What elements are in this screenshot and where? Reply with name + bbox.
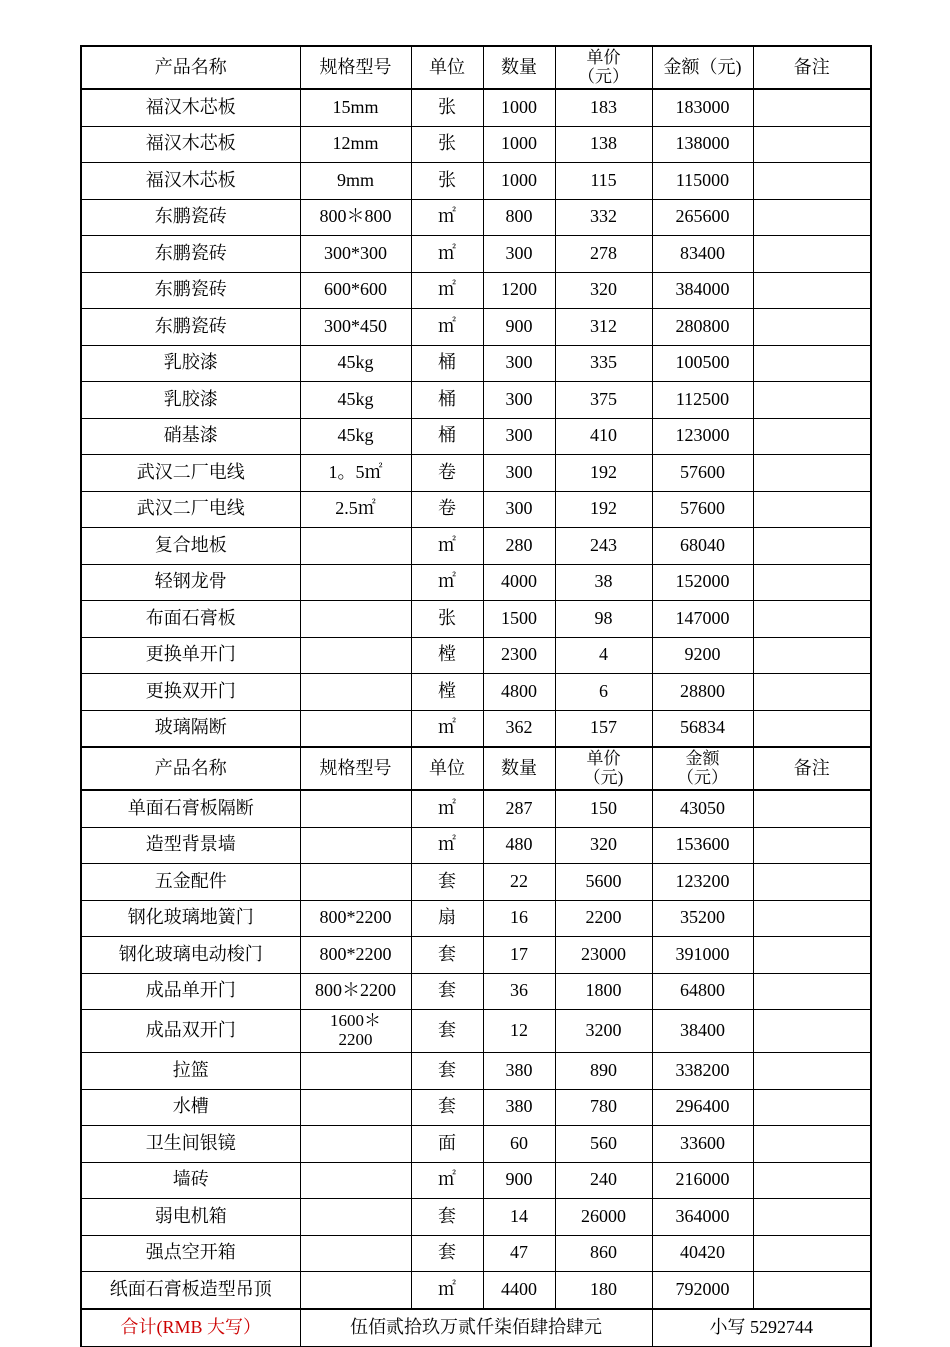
unit-cell: 扇	[411, 900, 483, 937]
table-row	[81, 309, 871, 346]
note-cell	[753, 1053, 871, 1090]
unit-cell: 面	[411, 1126, 483, 1163]
amount-cell: 364000	[652, 1199, 753, 1236]
note-cell	[753, 272, 871, 309]
price-cell: 860	[555, 1235, 652, 1272]
spec-cell	[300, 528, 411, 565]
unit-cell: 张	[411, 89, 483, 126]
qty-cell: 47	[483, 1235, 555, 1272]
product-name-cell: 钢化玻璃地簧门	[81, 900, 300, 937]
amount-cell: 152000	[652, 564, 753, 601]
price-cell: 183	[555, 89, 652, 126]
table-row	[81, 272, 871, 309]
qty-cell: 4400	[483, 1272, 555, 1309]
note-cell	[753, 528, 871, 565]
amount-cell: 147000	[652, 601, 753, 638]
table-row	[81, 864, 871, 901]
qty-cell: 22	[483, 864, 555, 901]
note-cell	[753, 564, 871, 601]
unit-cell: 套	[411, 1089, 483, 1126]
product-name-cell: 墙砖	[81, 1162, 300, 1199]
qty-cell: 1000	[483, 89, 555, 126]
note-cell	[753, 309, 871, 346]
product-name-cell: 武汉二厂电线	[81, 455, 300, 492]
table-row	[81, 900, 871, 937]
qty-cell: 300	[483, 455, 555, 492]
price-cell: 98	[555, 601, 652, 638]
table-row	[81, 1126, 871, 1163]
header-unit: 单位	[411, 46, 483, 89]
note-cell	[753, 491, 871, 528]
unit-cell: 套	[411, 937, 483, 974]
table-row	[81, 1162, 871, 1199]
spec-cell: 2.5㎡	[300, 491, 411, 528]
note-cell	[753, 1272, 871, 1309]
qty-cell: 280	[483, 528, 555, 565]
unit-cell: 张	[411, 601, 483, 638]
unit-cell: 桶	[411, 418, 483, 455]
note-cell	[753, 199, 871, 236]
table-row	[81, 418, 871, 455]
price-cell: 26000	[555, 1199, 652, 1236]
qty-cell: 1000	[483, 126, 555, 163]
amount-cell: 40420	[652, 1235, 753, 1272]
note-cell	[753, 126, 871, 163]
table-row	[81, 382, 871, 419]
spec-cell: 1600＊ 2200	[300, 1010, 411, 1053]
price-cell: 180	[555, 1272, 652, 1309]
price-cell: 1800	[555, 973, 652, 1010]
header-price: 单价 （元）	[555, 46, 652, 89]
note-cell	[753, 1199, 871, 1236]
price-cell: 192	[555, 491, 652, 528]
price-cell: 780	[555, 1089, 652, 1126]
price-cell: 278	[555, 236, 652, 273]
table-row	[81, 601, 871, 638]
qty-cell: 14	[483, 1199, 555, 1236]
product-name-cell: 布面石膏板	[81, 601, 300, 638]
unit-cell: ㎡	[411, 272, 483, 309]
total-label: 合计(RMB 大写）	[81, 1309, 300, 1347]
amount-cell: 384000	[652, 272, 753, 309]
qty-cell: 380	[483, 1053, 555, 1090]
price-cell: 3200	[555, 1010, 652, 1053]
table-row	[81, 637, 871, 674]
header-note: 备注	[753, 46, 871, 89]
amount-cell: 296400	[652, 1089, 753, 1126]
table-row	[81, 455, 871, 492]
amount-cell: 216000	[652, 1162, 753, 1199]
unit-cell: 套	[411, 864, 483, 901]
product-name-cell: 东鹏瓷砖	[81, 309, 300, 346]
total-row	[81, 1309, 871, 1347]
price-cell: 320	[555, 827, 652, 864]
product-name-cell: 更换双开门	[81, 674, 300, 711]
header-qty: 数量	[483, 46, 555, 89]
product-name-cell: 硝基漆	[81, 418, 300, 455]
amount-cell: 265600	[652, 199, 753, 236]
price-cell: 150	[555, 790, 652, 827]
unit-cell: 卷	[411, 455, 483, 492]
spec-cell	[300, 1089, 411, 1126]
price-cell: 240	[555, 1162, 652, 1199]
price-cell: 138	[555, 126, 652, 163]
amount-cell: 280800	[652, 309, 753, 346]
qty-cell: 900	[483, 309, 555, 346]
price-cell: 375	[555, 382, 652, 419]
amount-cell: 338200	[652, 1053, 753, 1090]
qty-cell: 380	[483, 1089, 555, 1126]
note-cell	[753, 864, 871, 901]
spec-cell	[300, 1199, 411, 1236]
note-cell	[753, 1126, 871, 1163]
price-cell: 335	[555, 345, 652, 382]
amount-cell: 183000	[652, 89, 753, 126]
qty-cell: 300	[483, 491, 555, 528]
product-name-cell: 更换单开门	[81, 637, 300, 674]
table-row	[81, 528, 871, 565]
amount-cell: 56834	[652, 710, 753, 747]
amount-cell: 35200	[652, 900, 753, 937]
price-cell: 5600	[555, 864, 652, 901]
table-row	[81, 827, 871, 864]
spec-cell	[300, 674, 411, 711]
unit-cell: ㎡	[411, 528, 483, 565]
product-name-cell: 钢化玻璃电动梭门	[81, 937, 300, 974]
qty-cell: 900	[483, 1162, 555, 1199]
spec-cell	[300, 1126, 411, 1163]
quotation-table	[80, 45, 872, 1347]
qty-cell: 362	[483, 710, 555, 747]
table-row	[81, 1053, 871, 1090]
product-name-cell: 东鹏瓷砖	[81, 199, 300, 236]
amount-cell: 391000	[652, 937, 753, 974]
product-name-cell: 弱电机箱	[81, 1199, 300, 1236]
product-name-cell: 乳胶漆	[81, 382, 300, 419]
unit-cell: 套	[411, 973, 483, 1010]
qty-cell: 300	[483, 418, 555, 455]
qty-cell: 1500	[483, 601, 555, 638]
unit-cell: ㎡	[411, 564, 483, 601]
note-cell	[753, 236, 871, 273]
amount-cell: 64800	[652, 973, 753, 1010]
header-row-2	[81, 747, 871, 790]
table-row	[81, 89, 871, 126]
table-row	[81, 674, 871, 711]
qty-cell: 36	[483, 973, 555, 1010]
note-cell	[753, 790, 871, 827]
table-row	[81, 1089, 871, 1126]
amount-cell: 9200	[652, 637, 753, 674]
price-cell: 38	[555, 564, 652, 601]
header-spec: 规格型号	[300, 46, 411, 89]
unit-cell: 樘	[411, 674, 483, 711]
spec-cell: 45kg	[300, 345, 411, 382]
product-name-cell: 水槽	[81, 1089, 300, 1126]
price-cell: 23000	[555, 937, 652, 974]
unit-cell: 桶	[411, 345, 483, 382]
spec-cell: 9mm	[300, 163, 411, 200]
qty-cell: 800	[483, 199, 555, 236]
note-cell	[753, 827, 871, 864]
amount-cell: 28800	[652, 674, 753, 711]
amount-cell: 112500	[652, 382, 753, 419]
spec-cell	[300, 1053, 411, 1090]
amount-cell: 138000	[652, 126, 753, 163]
table-row	[81, 236, 871, 273]
header-row	[81, 46, 871, 89]
header-product-name: 产品名称	[81, 747, 300, 790]
unit-cell: ㎡	[411, 710, 483, 747]
unit-cell: 套	[411, 1010, 483, 1053]
spec-cell: 45kg	[300, 418, 411, 455]
amount-cell: 68040	[652, 528, 753, 565]
unit-cell: 樘	[411, 637, 483, 674]
note-cell	[753, 418, 871, 455]
spec-cell	[300, 790, 411, 827]
product-name-cell: 东鹏瓷砖	[81, 272, 300, 309]
amount-cell: 123200	[652, 864, 753, 901]
amount-cell: 83400	[652, 236, 753, 273]
spec-cell: 12mm	[300, 126, 411, 163]
product-name-cell: 乳胶漆	[81, 345, 300, 382]
spec-cell: 1。5㎡	[300, 455, 411, 492]
table-row	[81, 1010, 871, 1053]
product-name-cell: 纸面石膏板造型吊顶	[81, 1272, 300, 1309]
table-row	[81, 564, 871, 601]
price-cell: 157	[555, 710, 652, 747]
product-name-cell: 东鹏瓷砖	[81, 236, 300, 273]
note-cell	[753, 345, 871, 382]
spec-cell	[300, 1162, 411, 1199]
amount-cell: 100500	[652, 345, 753, 382]
table-row	[81, 199, 871, 236]
qty-cell: 4800	[483, 674, 555, 711]
qty-cell: 1000	[483, 163, 555, 200]
price-cell: 890	[555, 1053, 652, 1090]
unit-cell: ㎡	[411, 199, 483, 236]
qty-cell: 300	[483, 345, 555, 382]
price-cell: 320	[555, 272, 652, 309]
product-name-cell: 强点空开箱	[81, 1235, 300, 1272]
price-cell: 243	[555, 528, 652, 565]
price-cell: 560	[555, 1126, 652, 1163]
product-name-cell: 武汉二厂电线	[81, 491, 300, 528]
spec-cell: 600*600	[300, 272, 411, 309]
amount-cell: 115000	[652, 163, 753, 200]
table-row	[81, 937, 871, 974]
product-name-cell: 复合地板	[81, 528, 300, 565]
unit-cell: 桶	[411, 382, 483, 419]
unit-cell: ㎡	[411, 827, 483, 864]
header-unit: 单位	[411, 747, 483, 790]
note-cell	[753, 900, 871, 937]
note-cell	[753, 601, 871, 638]
product-name-cell: 造型背景墙	[81, 827, 300, 864]
spec-cell: 800＊800	[300, 199, 411, 236]
table-row	[81, 1272, 871, 1309]
product-name-cell: 福汉木芯板	[81, 126, 300, 163]
unit-cell: 套	[411, 1199, 483, 1236]
unit-cell: ㎡	[411, 236, 483, 273]
price-cell: 332	[555, 199, 652, 236]
qty-cell: 1200	[483, 272, 555, 309]
price-cell: 410	[555, 418, 652, 455]
spec-cell: 15mm	[300, 89, 411, 126]
amount-cell: 123000	[652, 418, 753, 455]
note-cell	[753, 1235, 871, 1272]
spec-cell: 45kg	[300, 382, 411, 419]
qty-cell: 300	[483, 382, 555, 419]
table-row	[81, 1235, 871, 1272]
qty-cell: 300	[483, 236, 555, 273]
product-name-cell: 拉篮	[81, 1053, 300, 1090]
unit-cell: 套	[411, 1235, 483, 1272]
total-amount-figures: 小写 5292744	[652, 1309, 871, 1347]
product-name-cell: 轻钢龙骨	[81, 564, 300, 601]
qty-cell: 480	[483, 827, 555, 864]
note-cell	[753, 937, 871, 974]
header-note: 备注	[753, 747, 871, 790]
price-cell: 192	[555, 455, 652, 492]
header-qty: 数量	[483, 747, 555, 790]
qty-cell: 4000	[483, 564, 555, 601]
unit-cell: ㎡	[411, 790, 483, 827]
product-name-cell: 卫生间银镜	[81, 1126, 300, 1163]
product-name-cell: 福汉木芯板	[81, 163, 300, 200]
amount-cell: 33600	[652, 1126, 753, 1163]
qty-cell: 287	[483, 790, 555, 827]
unit-cell: 张	[411, 126, 483, 163]
table-row	[81, 710, 871, 747]
note-cell	[753, 1089, 871, 1126]
note-cell	[753, 1162, 871, 1199]
note-cell	[753, 674, 871, 711]
qty-cell: 12	[483, 1010, 555, 1053]
unit-cell: ㎡	[411, 1272, 483, 1309]
note-cell	[753, 163, 871, 200]
amount-cell: 38400	[652, 1010, 753, 1053]
note-cell	[753, 710, 871, 747]
table-row	[81, 126, 871, 163]
spec-cell	[300, 601, 411, 638]
header-amount: 金额（元)	[652, 46, 753, 89]
price-cell: 2200	[555, 900, 652, 937]
note-cell	[753, 1010, 871, 1053]
price-cell: 115	[555, 163, 652, 200]
qty-cell: 60	[483, 1126, 555, 1163]
product-name-cell: 福汉木芯板	[81, 89, 300, 126]
spec-cell	[300, 827, 411, 864]
spec-cell	[300, 1235, 411, 1272]
unit-cell: 卷	[411, 491, 483, 528]
product-name-cell: 成品双开门	[81, 1010, 300, 1053]
price-cell: 6	[555, 674, 652, 711]
spec-cell: 800*2200	[300, 900, 411, 937]
spec-cell	[300, 710, 411, 747]
header-spec: 规格型号	[300, 747, 411, 790]
qty-cell: 16	[483, 900, 555, 937]
amount-cell: 57600	[652, 491, 753, 528]
note-cell	[753, 455, 871, 492]
amount-cell: 57600	[652, 455, 753, 492]
qty-cell: 2300	[483, 637, 555, 674]
table-row	[81, 973, 871, 1010]
amount-cell: 153600	[652, 827, 753, 864]
table-row	[81, 163, 871, 200]
unit-cell: 张	[411, 163, 483, 200]
qty-cell: 17	[483, 937, 555, 974]
unit-cell: ㎡	[411, 309, 483, 346]
product-name-cell: 玻璃隔断	[81, 710, 300, 747]
price-cell: 4	[555, 637, 652, 674]
spec-cell	[300, 637, 411, 674]
price-cell: 312	[555, 309, 652, 346]
spec-cell: 800*2200	[300, 937, 411, 974]
unit-cell: 套	[411, 1053, 483, 1090]
note-cell	[753, 637, 871, 674]
amount-cell: 792000	[652, 1272, 753, 1309]
note-cell	[753, 973, 871, 1010]
product-name-cell: 五金配件	[81, 864, 300, 901]
table-row	[81, 1199, 871, 1236]
header-price: 单价 （元)	[555, 747, 652, 790]
table-row	[81, 345, 871, 382]
unit-cell: ㎡	[411, 1162, 483, 1199]
table-row	[81, 491, 871, 528]
spec-cell: 300*450	[300, 309, 411, 346]
spec-cell	[300, 1272, 411, 1309]
note-cell	[753, 89, 871, 126]
header-amount: 金额 （元）	[652, 747, 753, 790]
spec-cell: 300*300	[300, 236, 411, 273]
note-cell	[753, 382, 871, 419]
amount-cell: 43050	[652, 790, 753, 827]
spec-cell: 800＊2200	[300, 973, 411, 1010]
total-amount-words: 伍佰贰拾玖万贰仟柒佰肆拾肆元	[300, 1309, 652, 1347]
product-name-cell: 成品单开门	[81, 973, 300, 1010]
table-row	[81, 790, 871, 827]
spec-cell	[300, 864, 411, 901]
spec-cell	[300, 564, 411, 601]
product-name-cell: 单面石膏板隔断	[81, 790, 300, 827]
header-product-name: 产品名称	[81, 46, 300, 89]
